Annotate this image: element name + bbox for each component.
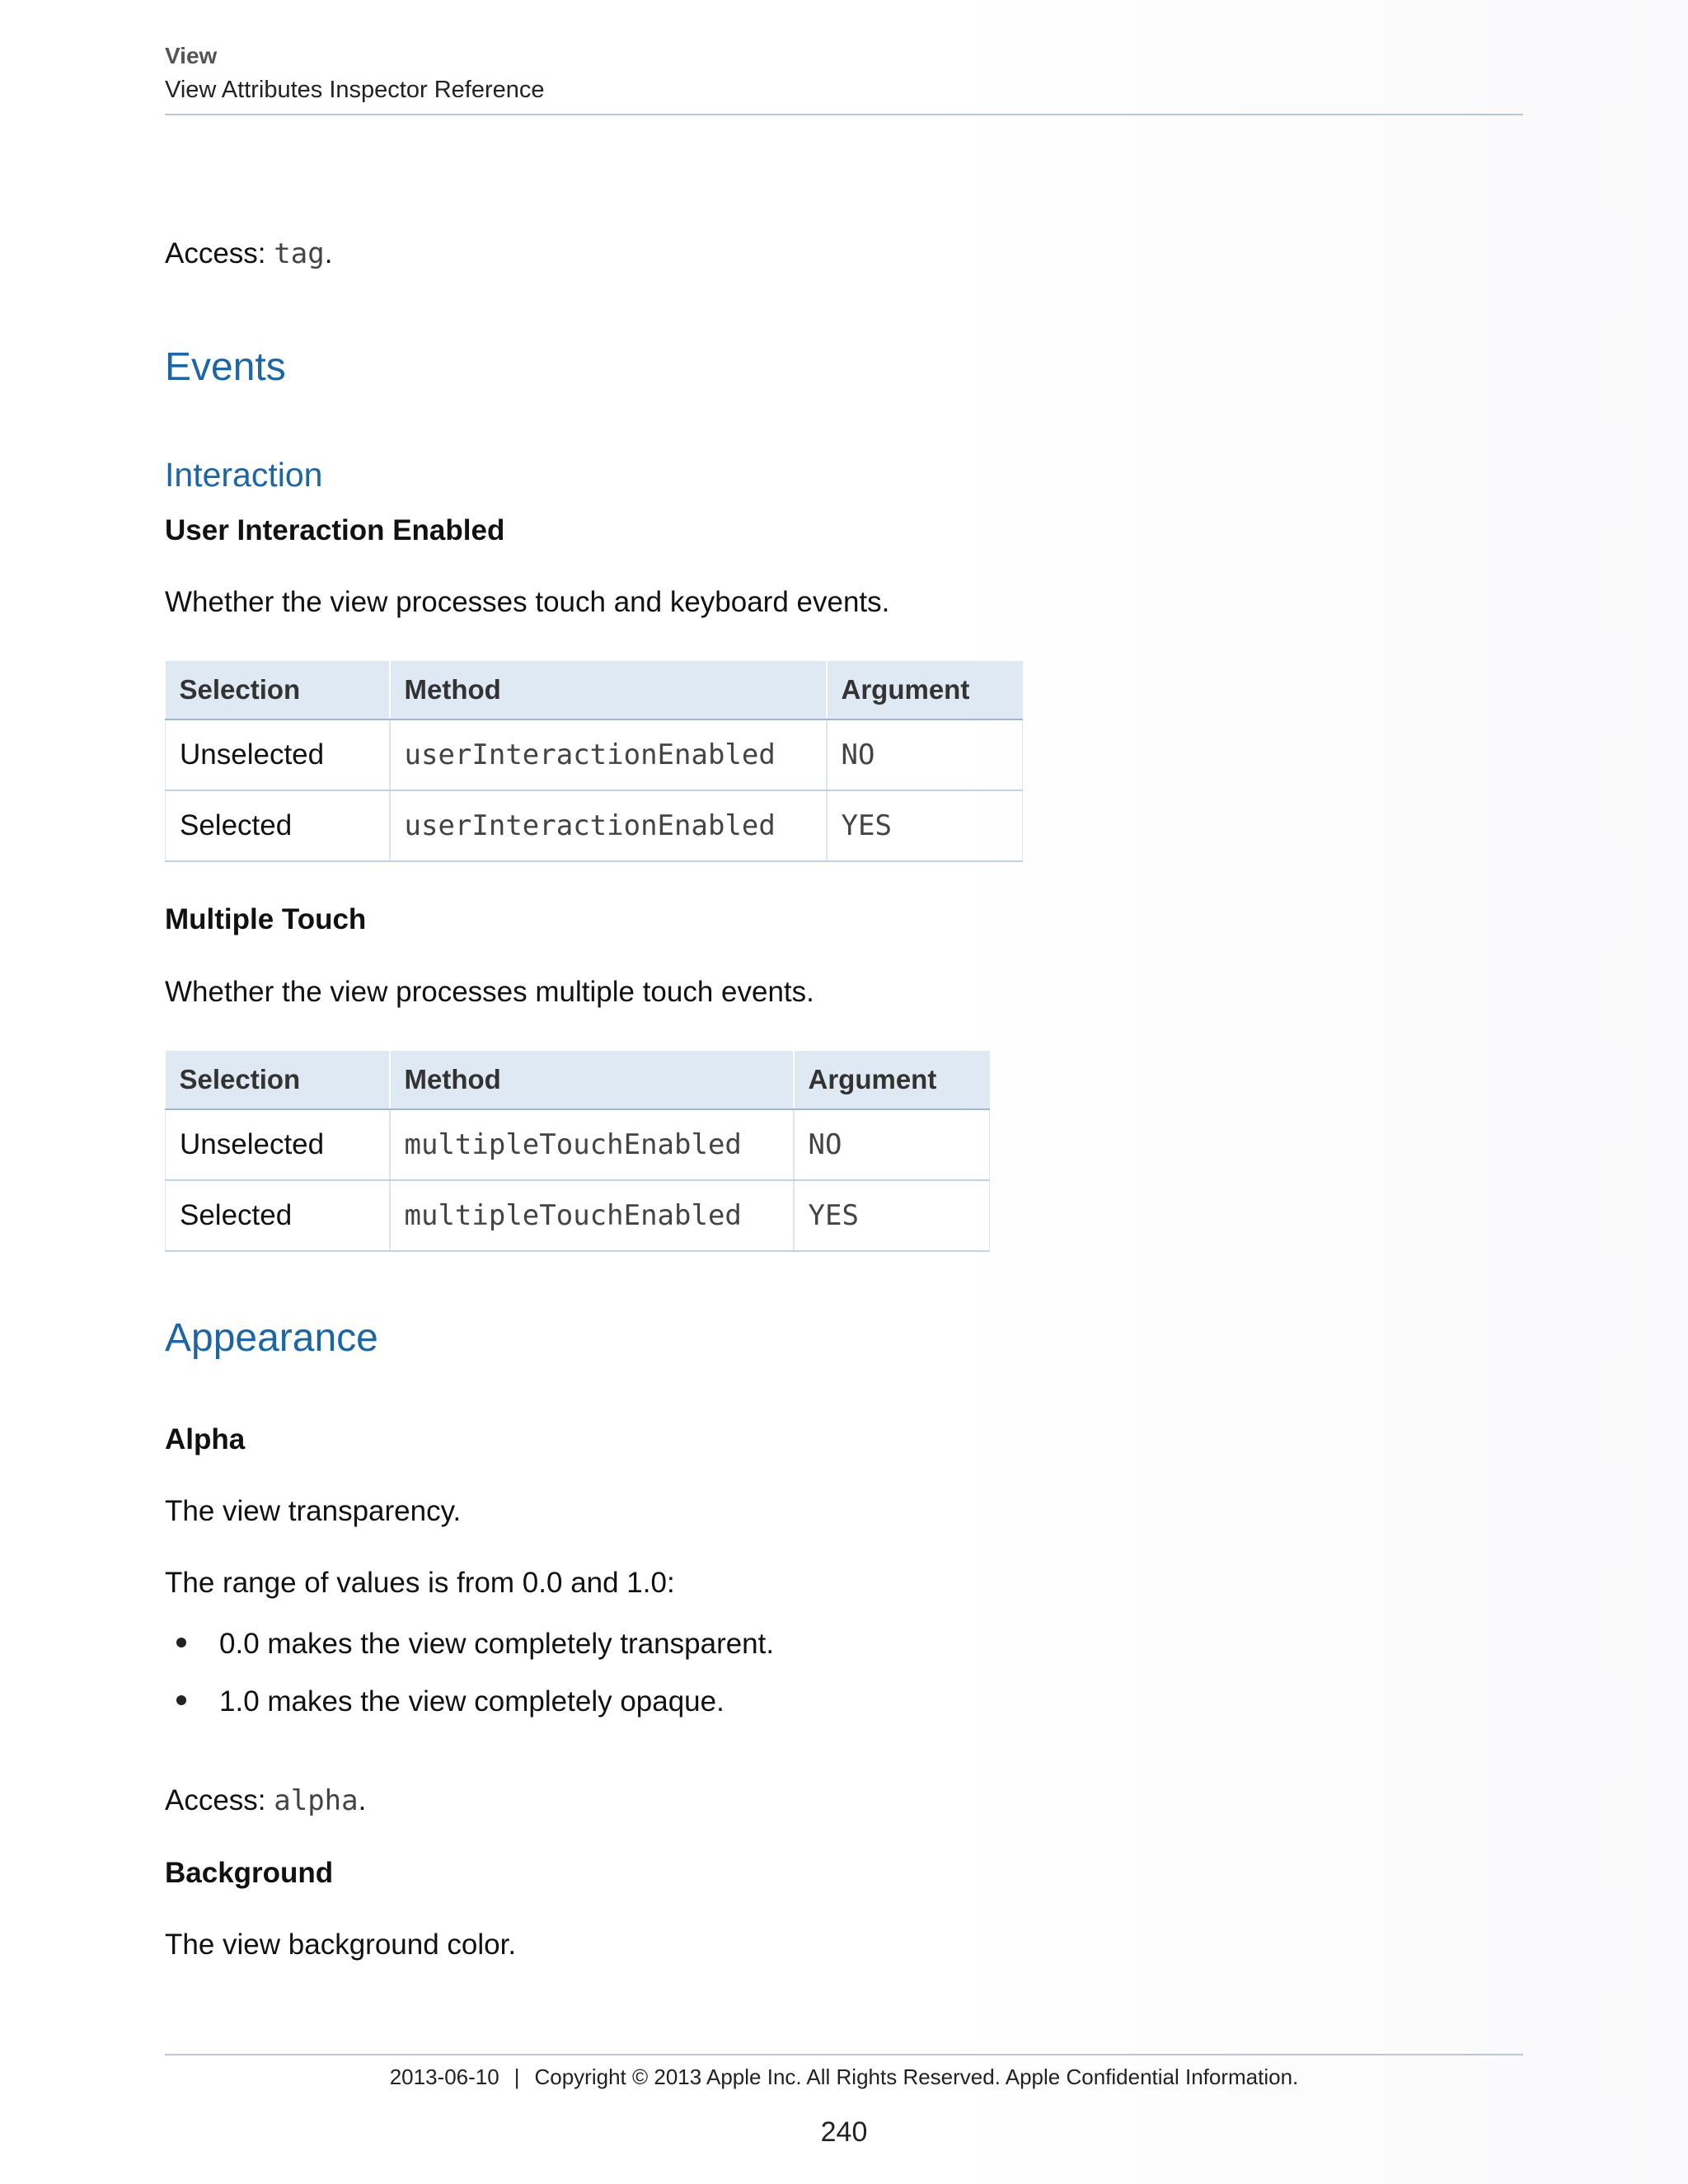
page-number: 240	[820, 2116, 868, 2148]
user-interaction-table	[165, 661, 1023, 862]
attribute-title-alpha: Alpha	[165, 1423, 246, 1455]
table-row	[166, 1180, 990, 1251]
section-heading-events: Events	[165, 345, 286, 389]
table-cell: YES	[794, 1180, 990, 1251]
access-code: alpha	[274, 1784, 359, 1817]
column-header: Selection	[166, 661, 390, 719]
range-description: The range of values is from 0.0 and 1.0:	[165, 1567, 675, 1599]
table-cell: multipleTouchEnabled	[390, 1109, 794, 1180]
footer-copyright: Copyright © 2013 Apple Inc. All Rights Reserved. Apple Confidential Information.	[534, 2064, 1299, 2089]
list-item-text: 1.0 makes the view completely opaque.	[219, 1685, 724, 1718]
access-label: Access:	[165, 237, 274, 269]
list-item	[165, 1624, 774, 1664]
attribute-description: Whether the view processes touch and keyboard events.	[165, 586, 890, 618]
table-cell: Selected	[166, 790, 390, 861]
table-header-row	[166, 661, 1023, 719]
subsection-heading-interaction: Interaction	[165, 456, 323, 494]
chapter-title: View	[165, 43, 218, 68]
table-cell: userInteractionEnabled	[390, 719, 827, 790]
access-label: Access:	[165, 1784, 274, 1816]
column-header: Argument	[794, 1051, 990, 1109]
table-cell: NO	[794, 1109, 990, 1180]
footer-date: 2013-06-10	[389, 2064, 499, 2089]
column-header: Selection	[166, 1051, 390, 1109]
bullet-icon	[176, 1638, 186, 1647]
attribute-title-background: Background	[165, 1857, 334, 1889]
multiple-touch-table	[165, 1051, 990, 1252]
bullet-icon	[176, 1695, 186, 1705]
access-end: .	[324, 237, 333, 269]
footer-separator: |	[513, 2064, 520, 2089]
column-header: Method	[390, 1051, 794, 1109]
footer-divider	[165, 2054, 1523, 2055]
header-divider	[165, 114, 1523, 115]
attribute-title-user-interaction: User Interaction Enabled	[165, 514, 505, 546]
table-cell: YES	[827, 790, 1023, 861]
access-alpha-line	[165, 1781, 366, 1821]
table-cell: userInteractionEnabled	[390, 790, 827, 861]
page-header	[165, 40, 1523, 107]
access-code: tag	[274, 237, 325, 270]
section-heading-appearance: Appearance	[165, 1316, 378, 1360]
list-item-text: 0.0 makes the view completely transparent.	[219, 1628, 775, 1660]
table-row	[166, 1109, 990, 1180]
attribute-description: Whether the view processes multiple touch events.	[165, 976, 814, 1008]
attribute-title-multiple-touch: Multiple Touch	[165, 903, 367, 935]
table-cell: Unselected	[166, 719, 390, 790]
access-tag-line	[165, 234, 332, 274]
table-row	[166, 719, 1023, 790]
table-cell: NO	[827, 719, 1023, 790]
table-header-row	[166, 1051, 990, 1109]
table-cell: Selected	[166, 1180, 390, 1251]
table-cell: multipleTouchEnabled	[390, 1180, 794, 1251]
access-end: .	[358, 1784, 367, 1816]
attribute-description: The view background color.	[165, 1929, 517, 1961]
column-header: Method	[390, 661, 827, 719]
table-row	[166, 790, 1023, 861]
attribute-description: The view transparency.	[165, 1495, 462, 1527]
table-cell: Unselected	[166, 1109, 390, 1180]
document-subtitle: View Attributes Inspector Reference	[165, 77, 545, 103]
column-header: Argument	[827, 661, 1023, 719]
list-item	[165, 1682, 724, 1722]
page-footer	[165, 2060, 1523, 2093]
